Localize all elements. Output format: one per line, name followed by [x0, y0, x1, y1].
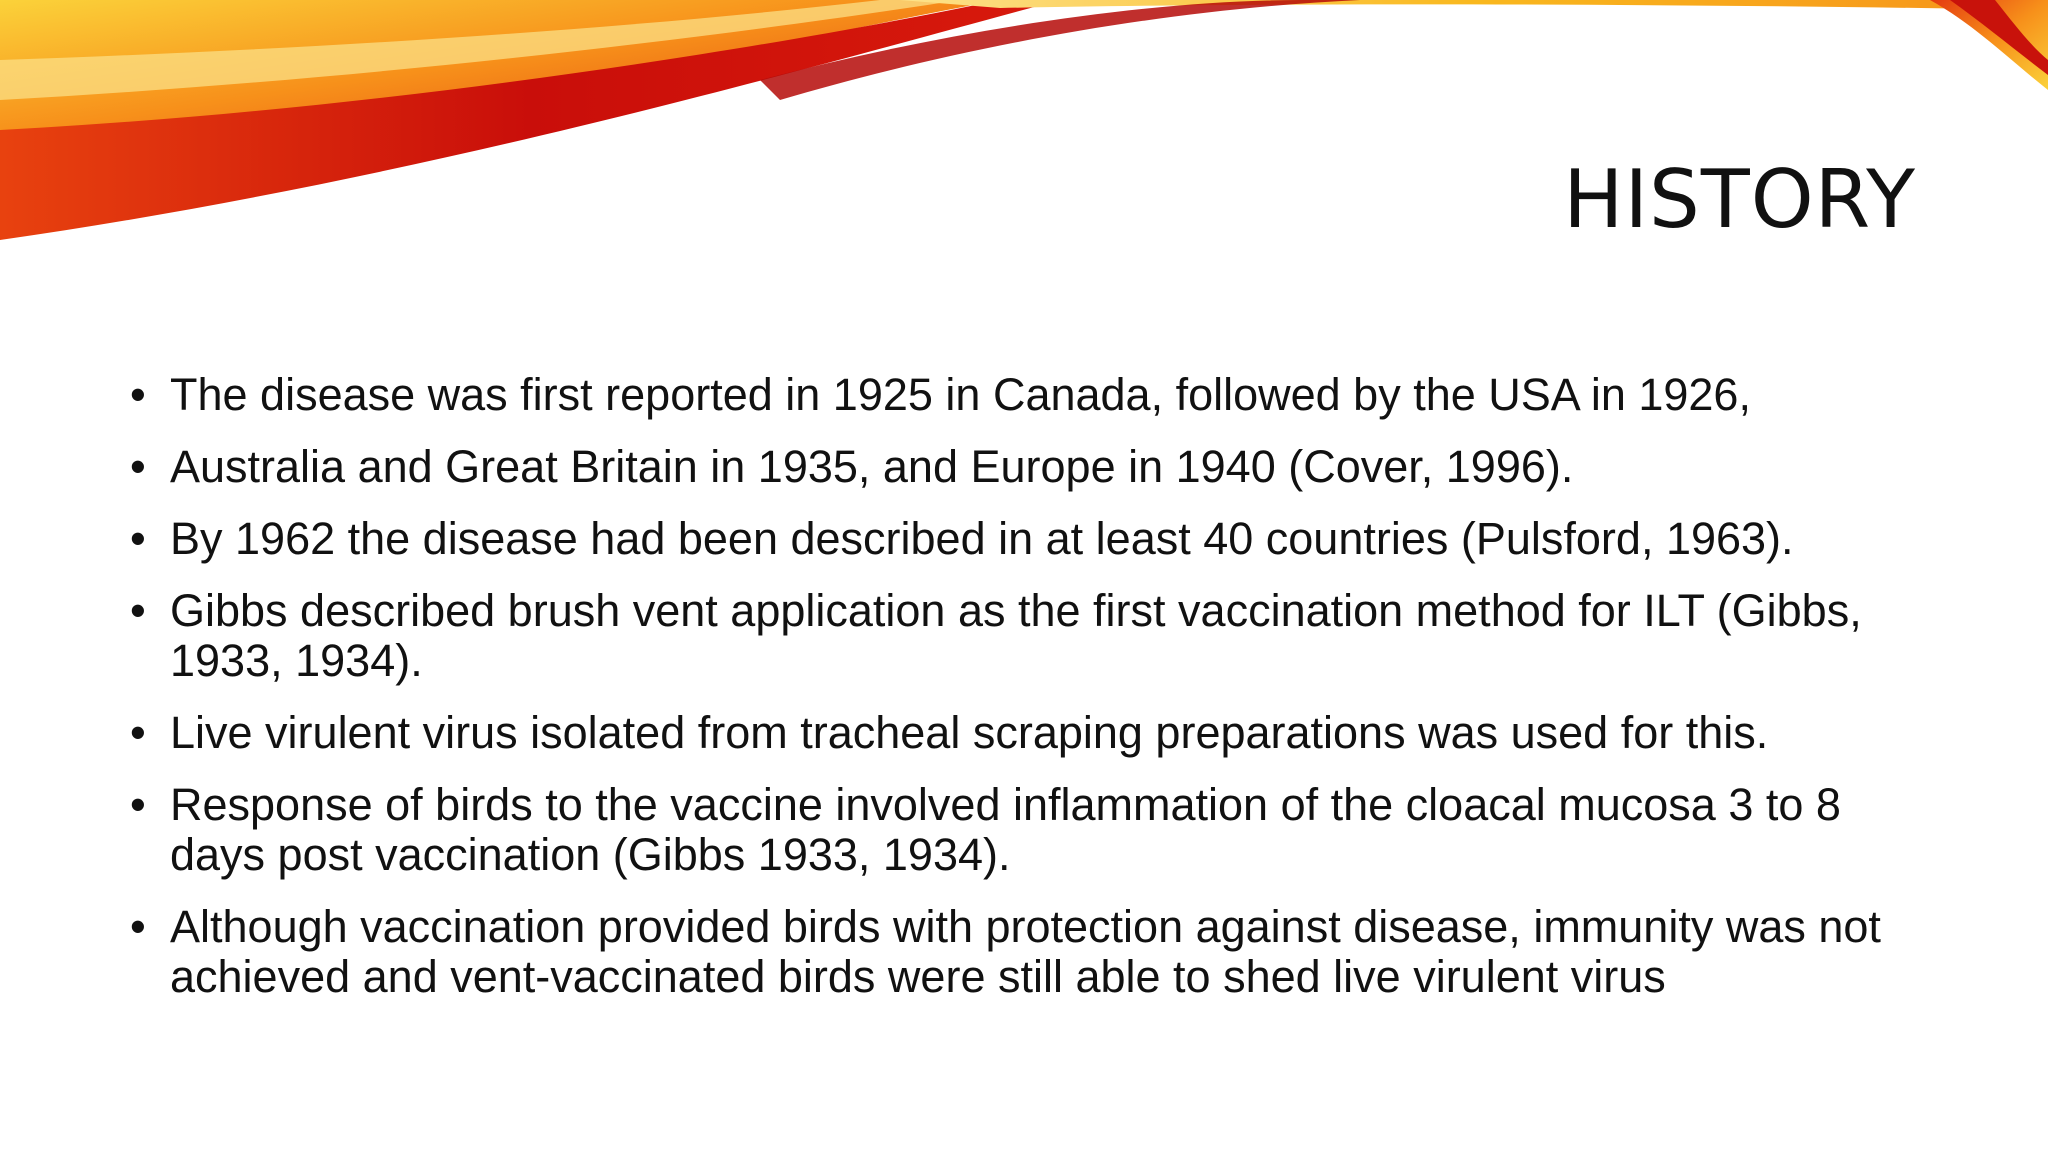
- bullet-dot: •: [130, 585, 146, 636]
- bullet-dot: •: [130, 369, 146, 420]
- bullet-text: The disease was first reported in 1925 in Canada, followed by the USA in 1926,: [170, 369, 1751, 420]
- bullet-text: Gibbs described brush vent application as the first vaccination method for ILT (Gibbs, 1933, 1934).: [170, 585, 1862, 686]
- slide-title: HISTORY: [1563, 153, 1916, 246]
- bullet-dot: •: [130, 901, 146, 952]
- bullet-text: By 1962 the disease had been described in at least 40 countries (Pulsford, 1963).: [170, 513, 1794, 564]
- bullet-item: [130, 370, 1930, 420]
- bullet-dot: •: [130, 779, 146, 830]
- bullet-text: Live virulent virus isolated from tracheal scraping preparations was used for this.: [170, 707, 1769, 758]
- bullet-item: [130, 902, 1930, 1002]
- bullet-dot: •: [130, 707, 146, 758]
- bullet-item: [130, 586, 1930, 686]
- bullet-item: [130, 442, 1930, 492]
- bullet-item: [130, 514, 1930, 564]
- bullet-item: [130, 708, 1930, 758]
- bullet-list: [130, 370, 1930, 1024]
- bullet-text: Response of birds to the vaccine involved inflammation of the cloacal mucosa 3 to 8 days post vaccination (Gibbs 1933, 1934).: [170, 779, 1841, 880]
- bullet-text: Australia and Great Britain in 1935, and Europe in 1940 (Cover, 1996).: [170, 441, 1574, 492]
- bullet-dot: •: [130, 513, 146, 564]
- ribbon-band-top: [900, 0, 2048, 10]
- bullet-dot: •: [130, 441, 146, 492]
- bullet-text: Although vaccination provided birds with protection against disease, immunity was not achieved and vent-vaccinated birds were still able to shed live virulent virus: [170, 901, 1881, 1002]
- bullet-item: [130, 780, 1930, 880]
